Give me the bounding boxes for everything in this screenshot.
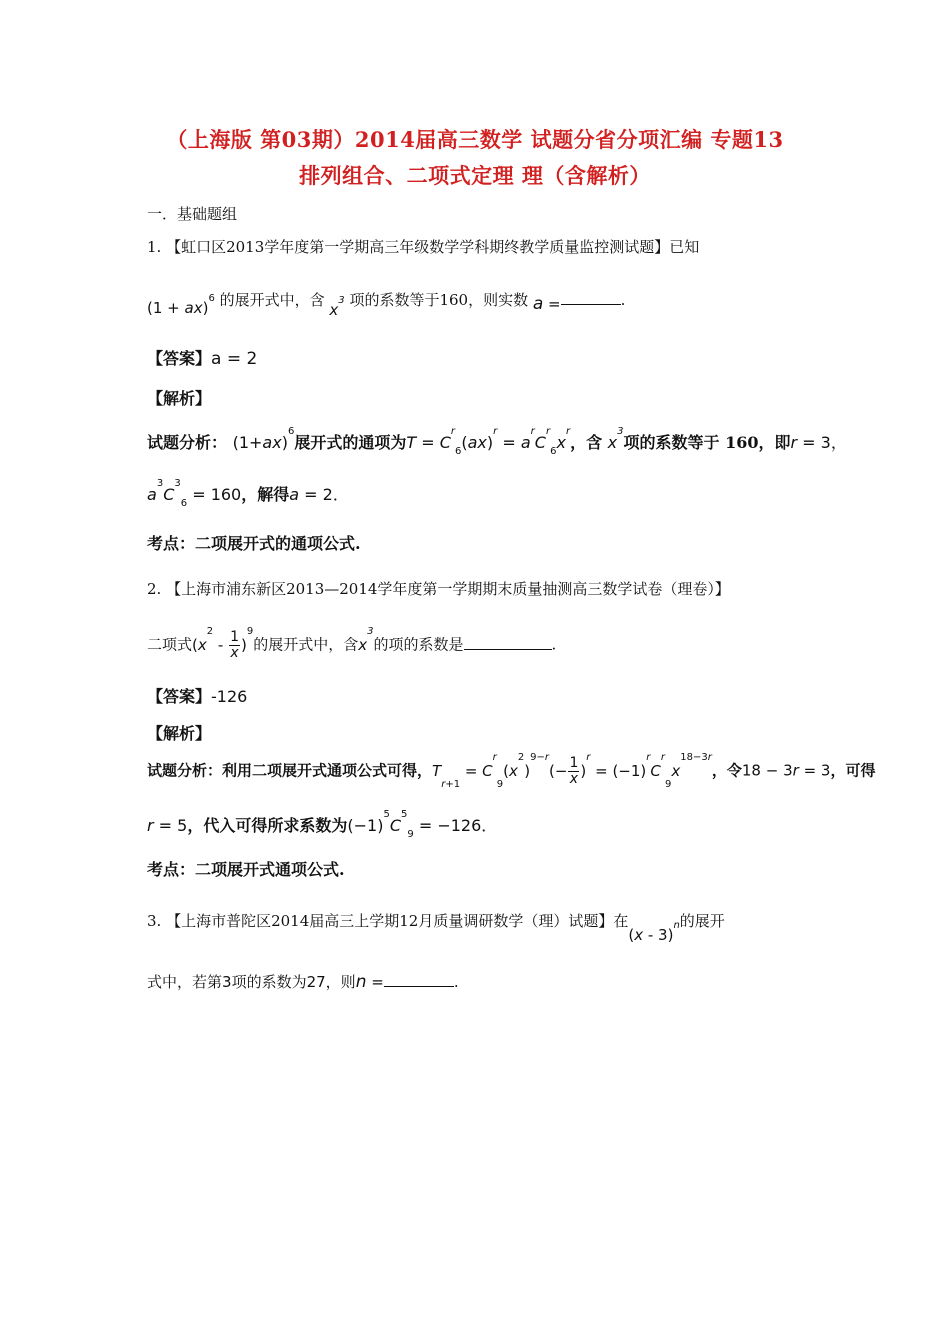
- document-title-line2: 排列组合、二项式定理 理（含解析）: [299, 163, 651, 188]
- q2-answer-blank: [464, 635, 552, 650]
- q1-analysis-label: 【解析】: [147, 389, 212, 408]
- q2-analysis-label: 【解析】: [147, 724, 212, 743]
- document-title-line1: （上海版 第03期）2014届高三数学 试题分省分项汇编 专题13: [166, 127, 784, 152]
- q2-analysis-line1: 试题分析：利用二项展开式通项公式可得，$T_{r+1} = C^r_9(x^2)^{9-r}(-$ $\frac{1}{x}$ )$^r = (-1)^rC^r_9x^{18-3r}$，令18 − 3r = 3，可得: [147, 752, 876, 791]
- q1-analysis-line1: 试题分析： $(1+ax)^6$展开式的通项为$T = C^r_6(ax)^r = a^rC^r_6x^r$，含 $x^3$项的系数等于 160，即r = 3，: [147, 426, 847, 457]
- q2-stem: 二项式($x^2$ - $\frac{1}{x}$ )$^9$的展开式中，含$x^3$的项的系数是 .: [147, 626, 557, 661]
- q1-analysis-line2: $a^3C^3_6 = 160$，解得a = 2．: [147, 478, 349, 509]
- q3-stem: 式中，若第3项的系数为27，则n = .: [147, 972, 459, 992]
- q2-point: 考点：二项展开式通项公式.: [147, 860, 345, 879]
- q1-header: 1. 【虹口区2013学年度第一学期高三年级数学学科期终教学质量监控测试题】已知: [147, 238, 700, 256]
- q2-answer: 【答案】-126: [147, 687, 248, 706]
- q1-stem: (1 + ax)$^6$ 的展开式中，含 $x^3$ 项的系数等于160，则实数 a = .: [147, 291, 626, 319]
- q1-answer-blank: [561, 290, 621, 305]
- q1-expr: (1 + ax)$^6$: [147, 293, 215, 317]
- q1-answer: 【答案】a = 2: [147, 349, 258, 369]
- q2-analysis-line2: r = 5，代入可得所求系数为$(-1)^5C^5_9 = -126$．: [147, 809, 498, 840]
- section-heading: 一．基础题组: [147, 205, 238, 223]
- q3-answer-blank: [384, 972, 454, 987]
- q1-point: 考点：二项展开式的通项公式.: [147, 534, 361, 553]
- q3-header: 3. 【上海市普陀区2014届高三上学期12月质量调研数学（理）试题】在(x - 3)$^n$的展开: [147, 912, 725, 944]
- q2-header: 2. 【上海市浦东新区2013—2014学年度第一学期期末质量抽测高三数学试卷（理卷）】: [147, 580, 730, 598]
